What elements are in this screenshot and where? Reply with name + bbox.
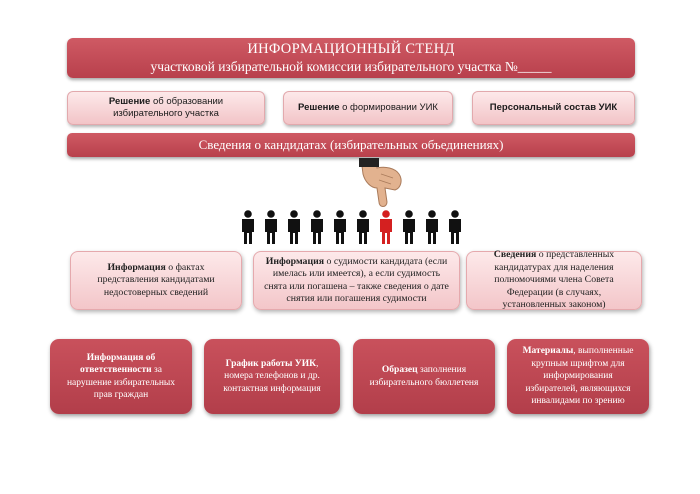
card-bold: Образец (381, 365, 418, 375)
pill-bold: Решение (108, 96, 151, 107)
stand-title: ИНФОРМАЦИОННЫЙ СТЕНД (247, 41, 455, 57)
card-federation-council (466, 251, 642, 310)
card-large-print (507, 339, 649, 414)
pill-text: Персональный состав УИК (489, 102, 618, 113)
person-icon (403, 210, 415, 244)
card-ballot-sample (353, 339, 495, 414)
pill-text: об образовании избирательного участка (113, 96, 224, 119)
card-text: , выполненные крупным шрифтом для информирования избирателей, являющихся инвалидами по зрению (525, 346, 634, 407)
card-bold: Материалы (522, 346, 574, 357)
card-text: о фактах представления кандидатами недостоверных сведений (97, 261, 215, 298)
card-bold: Информация (107, 261, 166, 273)
card-text: о представленных кандидатурах для наделения полномочиями члена Совета Федерации (в случаях, установленных законом) (494, 249, 615, 311)
pill-commission-staff (472, 91, 635, 125)
person-icon (242, 210, 254, 244)
card-text: за нарушение избирательных прав граждан (66, 365, 176, 400)
card-criminal-record (253, 251, 460, 310)
pointing-hand-icon (355, 158, 411, 212)
card-bold: График работы УИК (225, 358, 316, 369)
pill-commission-formation (283, 91, 453, 125)
stand-subtitle: участковой избирательной комиссии избирательного участка №_____ (150, 59, 552, 74)
card-bold: Информация (265, 255, 325, 267)
card-text: заполнения избирательного бюллетеня (369, 365, 479, 388)
candidates-bar: Сведения о кандидатах (избирательных объединениях) (67, 133, 635, 157)
card-bold: Информация об ответственности (79, 352, 156, 375)
person-icon (311, 210, 323, 244)
person-icon (426, 210, 438, 244)
card-false-info (70, 251, 242, 310)
pill-polling-station-decision (67, 91, 265, 125)
card-bold: Сведения (493, 249, 537, 261)
person-icon (334, 210, 346, 244)
people-row (240, 210, 465, 244)
person-icon (357, 210, 369, 244)
card-responsibility (50, 339, 192, 414)
person-icon-highlighted (380, 210, 392, 244)
person-icon (265, 210, 277, 244)
person-icon (288, 210, 300, 244)
stand-banner (67, 38, 635, 78)
pill-text: о формировании УИК (339, 102, 438, 113)
person-icon (449, 210, 461, 244)
card-text: , номера телефонов и др. контактная информация (223, 358, 321, 394)
pill-bold: Решение (298, 102, 340, 113)
card-text: о судимости кандидата (если имелась или имеется), а если судимость снята или погашена – также сведения о дате снятия или погашения судимости (264, 255, 449, 304)
card-work-schedule (204, 339, 340, 414)
